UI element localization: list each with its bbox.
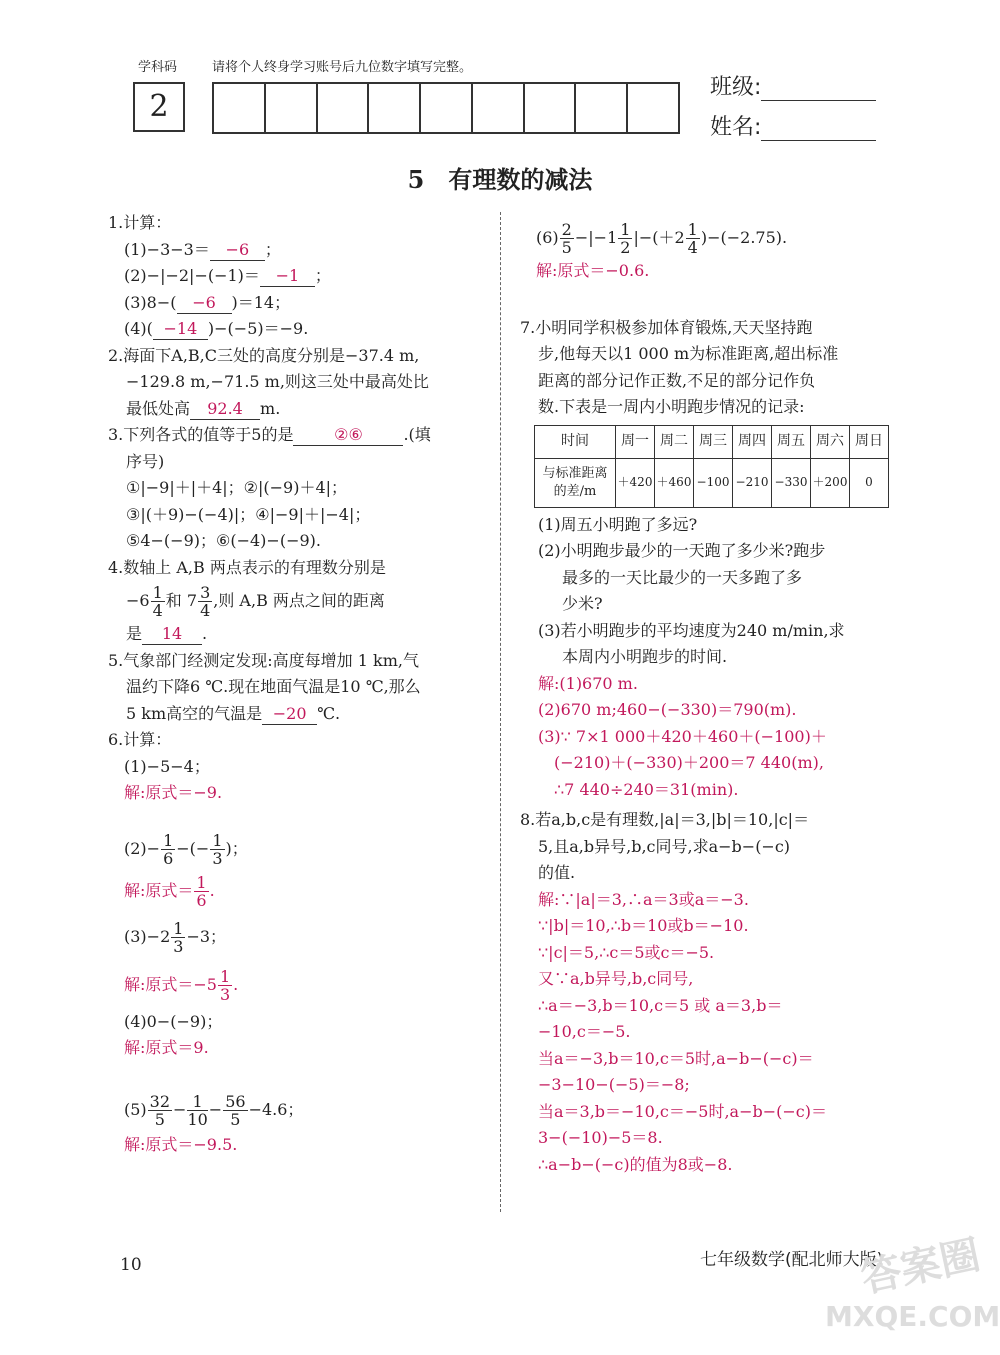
left-column bbox=[108, 210, 488, 1158]
fraction: $\frac{1}{6}$ bbox=[196, 872, 207, 910]
q8-answer: 当a＝3,b＝−10,c＝−5时,a−b−(−c)＝ bbox=[538, 1101, 827, 1121]
table-row-label: 与标准距离 的差/m bbox=[535, 458, 616, 507]
q8-line: 5,且a,b异号,b,c同号,求a−b−(−c) bbox=[538, 836, 791, 856]
fraction: $\frac{1}{3}$ bbox=[173, 918, 184, 956]
q2-line: −129.8 m,−71.5 m,则这三处中最高处比 bbox=[126, 372, 429, 391]
q8-answer: ∴a＝−3,b＝10,c＝5 或 a＝3,b＝ bbox=[538, 995, 783, 1015]
q4-text: −6 bbox=[126, 591, 150, 610]
class-line[interactable] bbox=[761, 80, 876, 101]
q3-line: 序号) bbox=[126, 451, 165, 471]
q8-answer: ∴a−b−(−c)的值为8或−8. bbox=[538, 1154, 733, 1174]
id-digit-cell[interactable] bbox=[473, 84, 525, 132]
q6-answer: 解:原式＝−9.5. bbox=[124, 1134, 238, 1154]
q6-problem: (4)0−(−9)； bbox=[124, 1011, 223, 1031]
q4-line bbox=[108, 621, 488, 648]
answer-blank: −20 bbox=[262, 704, 317, 725]
q4-line bbox=[108, 581, 488, 621]
q6-problem: (6) $\frac{2}{5}$ −|−1 $\frac{1}{2}$ |−(＋2 $\frac{1}{4}$ )−(−2.75). bbox=[536, 220, 788, 257]
q5-line bbox=[108, 701, 488, 728]
q5-line: 温约下降6 ℃.现在地面气温是10 ℃,那么 bbox=[126, 677, 421, 696]
q1-3-expr: (3)8−( bbox=[124, 292, 177, 312]
q3-option: ③|(＋9)−(−4)|；④|−9|＋|−4|； bbox=[126, 504, 371, 524]
q7-answer: ∴7 440÷240＝31(min). bbox=[554, 779, 739, 799]
q7-line: 7.小明同学积极参加体育锻炼,天天坚持跑 bbox=[520, 317, 813, 337]
fraction: $\frac{1}{4}$ bbox=[152, 583, 163, 620]
q7-answer: 解:(1)670 m. bbox=[538, 673, 638, 693]
table-row bbox=[535, 458, 889, 507]
watermark-url: MXQE.COM bbox=[825, 1300, 1000, 1333]
q3-line bbox=[108, 422, 488, 449]
q1-stem: 1.计算： bbox=[108, 213, 172, 232]
q7-answer: (−210)＋(−330)＋200＝7 440(m), bbox=[554, 753, 824, 772]
q7-answer: (3)∵ 7×1 000＋420＋460＋(−100)＋ bbox=[538, 726, 827, 746]
column-divider bbox=[500, 212, 501, 1212]
answer-blank: −6 bbox=[177, 293, 232, 314]
q1-3-end: )＝14； bbox=[231, 292, 291, 312]
id-digit-cell[interactable] bbox=[369, 84, 421, 132]
q6-answer: 解:原式＝9. bbox=[124, 1038, 209, 1057]
table-cell: −210 bbox=[733, 458, 772, 507]
table-cell: ＋460 bbox=[655, 458, 694, 507]
q7-subquestion: (1)周五小明跑了多远? bbox=[538, 514, 698, 534]
fraction: $\frac{2}{5}$ bbox=[561, 220, 572, 257]
table-cell: ＋200 bbox=[811, 458, 850, 507]
id-digit-cell[interactable] bbox=[628, 84, 678, 132]
q7-subquestion: (3)若小明跑步的平均速度为240 m/min,求 bbox=[538, 620, 845, 640]
q8-answer: −10,c＝−5. bbox=[538, 1022, 631, 1041]
answer-blank: 14 bbox=[142, 624, 202, 645]
q4-text: 是 bbox=[126, 624, 143, 643]
q1-4-end: )−(−5)＝−9. bbox=[207, 319, 309, 338]
running-table bbox=[534, 425, 889, 508]
id-digit-cell[interactable] bbox=[576, 84, 628, 132]
q1-2-expr: (2)−|−2|−(−1)＝ bbox=[124, 266, 260, 285]
q6-answer: 解:原式＝−5 $\frac{1}{3}$ . bbox=[124, 966, 239, 1004]
q7-subquestion: 少米? bbox=[562, 594, 603, 613]
table-cell: ＋420 bbox=[616, 458, 655, 507]
q1-item bbox=[108, 237, 488, 264]
table-header-cell: 周四 bbox=[733, 425, 772, 458]
id-digit-cell[interactable] bbox=[318, 84, 370, 132]
id-digit-cell[interactable] bbox=[214, 84, 266, 132]
q3-option: ⑤4−(−9)；⑥(−4)−(−9). bbox=[126, 531, 321, 550]
table-header-cell: 周六 bbox=[811, 425, 850, 458]
table-header-row bbox=[535, 425, 889, 458]
id-digit-cell[interactable] bbox=[266, 84, 318, 132]
q7-subquestion: (2)小明跑步最少的一天跑了多少米?跑步 bbox=[538, 541, 826, 560]
q4-end: . bbox=[202, 624, 208, 643]
q7-answer: (2)670 m;460−(−330)＝790(m). bbox=[538, 700, 797, 719]
name-field[interactable] bbox=[710, 110, 876, 141]
table-header-cell: 周日 bbox=[850, 425, 889, 458]
book-title: 七年级数学(配北师大版) bbox=[700, 1250, 884, 1270]
q1-1-end: ； bbox=[264, 239, 281, 259]
q1-item bbox=[108, 263, 488, 290]
account-id-grid[interactable] bbox=[212, 82, 680, 134]
q6-answer: 解:原式＝−9. bbox=[124, 783, 223, 802]
q3-text: 3.下列各式的值等于5的是 bbox=[108, 425, 294, 444]
name-line[interactable] bbox=[761, 120, 876, 141]
q2-line: 2.海面下A,B,C三处的高度分别是−37.4 m, bbox=[108, 345, 420, 365]
table-header-cell: 周五 bbox=[772, 425, 811, 458]
fraction: $\frac{1}{6}$ bbox=[163, 830, 174, 868]
fraction: $\frac{1}{3}$ bbox=[212, 830, 223, 868]
class-field[interactable] bbox=[710, 70, 876, 101]
q5-text: 5 km高空的气温是 bbox=[126, 703, 263, 723]
q7-subquestion: 最多的一天比最少的一天多跑了多 bbox=[562, 567, 803, 587]
q5-end: ℃. bbox=[317, 703, 341, 723]
q8-answer: 3−(−10)−5＝8. bbox=[538, 1128, 663, 1147]
q3-end: .(填 bbox=[403, 425, 431, 444]
q6-problem: (1)−5−4； bbox=[124, 756, 210, 776]
q1-2-end: ； bbox=[314, 266, 331, 285]
q8-answer: 又∵a,b异号,b,c同号, bbox=[538, 969, 694, 988]
q2-text: 最低处高 bbox=[126, 398, 191, 418]
fraction: $\frac{1}{4}$ bbox=[687, 220, 698, 257]
q4-text: 和 7 bbox=[165, 591, 198, 610]
table-header-cell: 周一 bbox=[616, 425, 655, 458]
q8-answer: −3−10−(−5)＝−8; bbox=[538, 1075, 690, 1094]
page-title: 5 有理数的减法 bbox=[407, 165, 593, 194]
class-label: 班级: bbox=[710, 75, 762, 100]
table-cell: 0 bbox=[850, 458, 889, 507]
q7-line: 数.下表是一周内小明跑步情况的记录: bbox=[538, 397, 805, 416]
q6-problem: (5) $\frac{32}{5}$ − $\frac{1}{10}$ − $\frac{56}{5}$ −4.6； bbox=[124, 1091, 304, 1129]
answer-blank: ②⑥ bbox=[293, 425, 403, 446]
q3-option: ①|−9|＋|＋4|；②|(−9)＋4|； bbox=[126, 478, 348, 497]
q2-line bbox=[108, 396, 488, 423]
fraction: $\frac{1}{2}$ bbox=[620, 220, 631, 257]
q8-line: 的值. bbox=[538, 863, 576, 882]
q2-end: m. bbox=[260, 398, 281, 418]
q1-4-expr: (4)( bbox=[124, 319, 153, 338]
q6-problem: (2)− $\frac{1}{6}$ −(− $\frac{1}{3}$ )； bbox=[124, 830, 248, 868]
page-number: 10 bbox=[120, 1255, 142, 1275]
q8-answer: 解:∵|a|＝3,∴a＝3或a＝−3. bbox=[538, 889, 749, 909]
answer-blank: −1 bbox=[260, 266, 315, 287]
q8-line: 8.若a,b,c是有理数,|a|＝3,|b|＝10,|c|＝ bbox=[520, 810, 810, 829]
q4-text: ,则 A,B 两点之间的距离 bbox=[213, 591, 385, 610]
right-column bbox=[520, 218, 900, 1178]
table-header-cell: 周二 bbox=[655, 425, 694, 458]
q1-item bbox=[108, 290, 488, 317]
answer-blank: 92.4 bbox=[190, 399, 260, 420]
watermark-logo: 答案圈 bbox=[857, 1231, 985, 1302]
q7-line: 步,他每天以1 000 m为标准距离,超出标准 bbox=[538, 344, 839, 363]
id-digit-cell[interactable] bbox=[421, 84, 473, 132]
q8-answer: 当a＝−3,b＝10,c＝5时,a−b−(−c)＝ bbox=[538, 1048, 814, 1068]
q6-stem: 6.计算： bbox=[108, 730, 172, 749]
q6-answer: 解:原式＝ $\frac{1}{6}$ . bbox=[124, 872, 215, 910]
id-digit-cell[interactable] bbox=[525, 84, 577, 132]
name-label: 姓名: bbox=[710, 115, 762, 140]
fraction: $\frac{1}{10}$ bbox=[187, 1091, 208, 1129]
q8-answer: ∵|b|＝10,∴b＝10或b＝−10. bbox=[538, 916, 749, 935]
q6-problem: (3)−2 $\frac{1}{3}$ −3； bbox=[124, 918, 227, 956]
q5-line: 5.气象部门经测定发现:高度每增加 1 km,气 bbox=[108, 650, 419, 670]
q1-1-expr: (1)−3−3＝ bbox=[124, 239, 210, 259]
table-header-cell: 时间 bbox=[535, 425, 616, 458]
instruction-text: 请将个人终身学习账号后九位数字填写完整。 bbox=[212, 60, 473, 75]
subject-code-box: 2 bbox=[133, 82, 185, 132]
subject-code-label: 学科码 bbox=[138, 60, 178, 75]
q7-line: 距离的部分记作正数,不足的部分记作负 bbox=[538, 370, 816, 390]
q1-item bbox=[108, 316, 488, 343]
table-cell: −100 bbox=[694, 458, 733, 507]
q8-answer: ∵|c|＝5,∴c＝5或c＝−5. bbox=[538, 942, 715, 962]
table-header-cell: 周三 bbox=[694, 425, 733, 458]
answer-blank: −6 bbox=[210, 240, 265, 261]
q7-subquestion: 本周内小明跑步的时间. bbox=[562, 647, 728, 666]
q4-line: 4.数轴上 A,B 两点表示的有理数分别是 bbox=[108, 557, 386, 577]
fraction: $\frac{1}{3}$ bbox=[219, 966, 231, 1004]
fraction: $\frac{32}{5}$ bbox=[149, 1091, 171, 1129]
fraction: $\frac{3}{4}$ bbox=[200, 583, 211, 620]
fraction: $\frac{56}{5}$ bbox=[225, 1091, 246, 1129]
table-cell: −330 bbox=[772, 458, 811, 507]
answer-blank: −14 bbox=[153, 319, 208, 340]
q6-answer: 解:原式＝−0.6. bbox=[536, 261, 650, 280]
